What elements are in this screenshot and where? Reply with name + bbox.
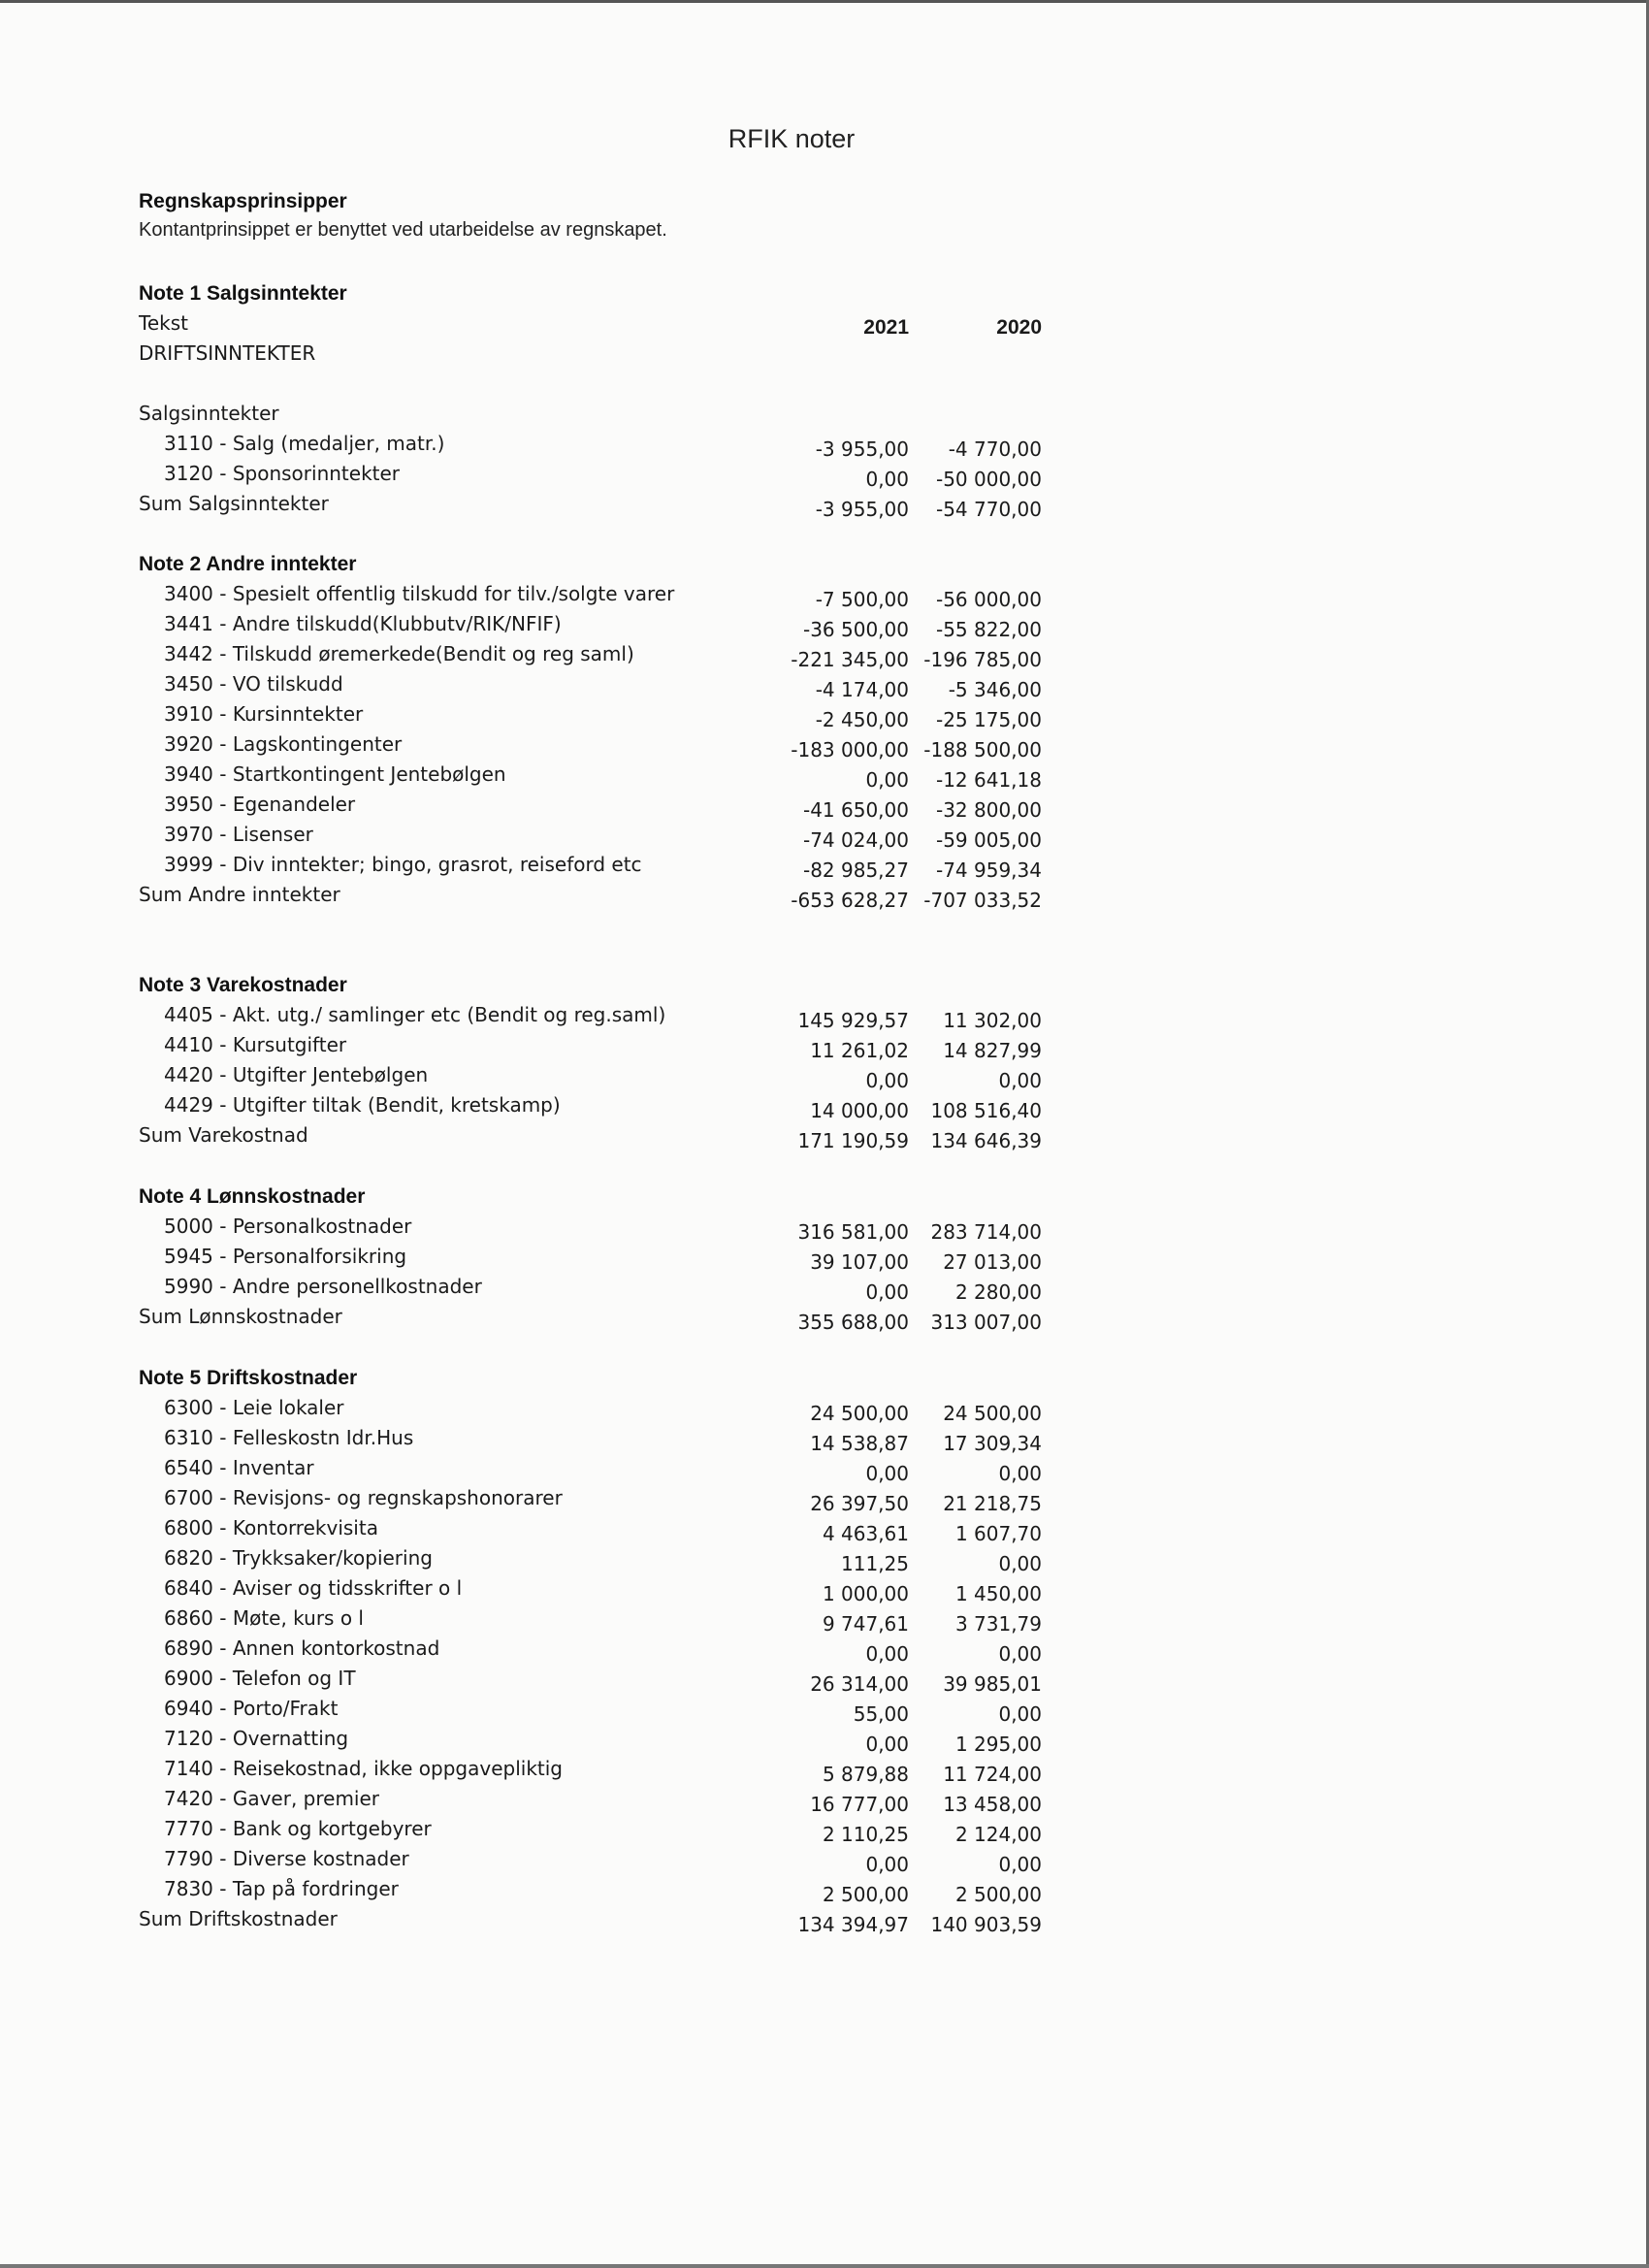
account-label: 7830 - Tap på fordringer	[164, 1877, 399, 1900]
salgsinntekter-group-label: Salgsinntekter	[139, 402, 279, 425]
table-row	[139, 1453, 1109, 1483]
value-2021: 111,25	[841, 1552, 909, 1575]
table-row	[139, 579, 1109, 609]
value-2021: -183 000,00	[791, 738, 909, 761]
table-row	[139, 1000, 1109, 1030]
account-label: 6890 - Annen kontorkostnad	[164, 1636, 440, 1660]
value-2021: 145 929,57	[797, 1009, 909, 1032]
note2-sum-row	[139, 880, 1109, 910]
note1-title: Note 1 Salgsinntekter	[139, 282, 347, 305]
account-label: 4410 - Kursutgifter	[164, 1033, 347, 1056]
table-row	[139, 639, 1109, 669]
principles-heading: Regnskapsprinsipper	[139, 190, 347, 212]
value-2021: 2 110,25	[822, 1823, 909, 1846]
account-label: 4429 - Utgifter tiltak (Bendit, kretskamp)	[164, 1093, 561, 1117]
sum-value-2020: 134 646,39	[930, 1129, 1042, 1152]
note2-section	[139, 549, 1109, 910]
note1-rows	[139, 429, 1109, 489]
account-label: 6700 - Revisjons- og regnskapshonorarer	[164, 1486, 563, 1509]
value-2020: 0,00	[998, 1642, 1042, 1666]
account-label: 5000 - Personalkostnader	[164, 1215, 412, 1238]
table-row	[139, 1090, 1109, 1120]
value-2021: 14 538,87	[810, 1432, 909, 1455]
column-header-2021: 2021	[863, 316, 909, 339]
value-2020: 3 731,79	[954, 1612, 1042, 1636]
table-row	[139, 790, 1109, 820]
account-label: 6860 - Møte, kurs o l	[164, 1606, 364, 1630]
value-2020: 0,00	[998, 1552, 1042, 1575]
value-2021: -82 985,27	[802, 859, 909, 882]
value-2021: 0,00	[865, 768, 909, 792]
account-label: 3400 - Spesielt offentlig tilskudd for tilv./solgte varer	[164, 582, 675, 605]
account-label: 3970 - Lisenser	[164, 823, 313, 846]
value-2021: 0,00	[865, 1733, 909, 1756]
sum-value-2021: -3 955,00	[815, 498, 909, 521]
table-row	[139, 850, 1109, 880]
table-row	[139, 1874, 1109, 1904]
account-label: 6310 - Felleskostn Idr.Hus	[164, 1426, 414, 1449]
value-2021: -4 174,00	[815, 678, 909, 701]
table-row	[139, 459, 1109, 489]
table-row	[139, 760, 1109, 790]
value-2021: 0,00	[865, 1280, 909, 1304]
account-label: 3950 - Egenandeler	[164, 793, 356, 816]
sum-value-2020: -54 770,00	[935, 498, 1042, 521]
value-2020: -55 822,00	[935, 618, 1042, 641]
sum-value-2021: -653 628,27	[791, 889, 909, 912]
value-2020: 0,00	[998, 1462, 1042, 1485]
value-2021: 16 777,00	[810, 1793, 909, 1816]
value-2021: -36 500,00	[802, 618, 909, 641]
account-label: 5990 - Andre personellkostnader	[164, 1275, 482, 1298]
table-row	[139, 820, 1109, 850]
table-row	[139, 429, 1109, 459]
value-2020: -196 785,00	[923, 648, 1042, 671]
sum-label: Sum Salgsinntekter	[139, 492, 329, 515]
value-2021: 4 463,61	[822, 1522, 909, 1545]
table-row	[139, 669, 1109, 699]
note4-title: Note 4 Lønnskostnader	[139, 1185, 366, 1208]
table-row	[139, 1060, 1109, 1090]
note5-title: Note 5 Driftskostnader	[139, 1367, 358, 1389]
note5-section	[139, 1363, 1109, 1934]
account-label: 3110 - Salg (medaljer, matr.)	[164, 432, 445, 455]
note1-section	[139, 278, 1109, 519]
table-row	[139, 1423, 1109, 1453]
scan-edge-top	[0, 0, 1649, 3]
value-2020: 1 607,70	[954, 1522, 1042, 1545]
table-row	[139, 1573, 1109, 1604]
value-2021: 39 107,00	[810, 1250, 909, 1274]
table-row	[139, 1242, 1109, 1272]
value-2020: 24 500,00	[943, 1402, 1042, 1425]
note4-sum-row	[139, 1302, 1109, 1332]
value-2020: 1 450,00	[954, 1582, 1042, 1605]
value-2020: 0,00	[998, 1702, 1042, 1726]
sum-value-2020: 140 903,59	[930, 1913, 1042, 1936]
value-2020: -4 770,00	[948, 437, 1042, 461]
table-row	[139, 1844, 1109, 1874]
value-2020: 108 516,40	[930, 1099, 1042, 1122]
account-label: 6800 - Kontorrekvisita	[164, 1516, 378, 1539]
table-row	[139, 1724, 1109, 1754]
value-2021: -3 955,00	[815, 437, 909, 461]
sum-value-2021: 134 394,97	[797, 1913, 909, 1936]
note1-sum-row	[139, 489, 1109, 519]
value-2020: -25 175,00	[935, 708, 1042, 731]
value-2021: -7 500,00	[815, 588, 909, 611]
value-2020: -50 000,00	[935, 468, 1042, 491]
value-2021: 5 879,88	[822, 1763, 909, 1786]
account-label: 3999 - Div inntekter; bingo, grasrot, reiseford etc	[164, 853, 642, 876]
table-row	[139, 1513, 1109, 1543]
value-2021: 0,00	[865, 1642, 909, 1666]
account-label: 5945 - Personalforsikring	[164, 1245, 407, 1268]
value-2021: 14 000,00	[810, 1099, 909, 1122]
value-2020: -32 800,00	[935, 798, 1042, 822]
note5-sum-row	[139, 1904, 1109, 1934]
account-label: 3450 - VO tilskudd	[164, 672, 343, 696]
note3-rows	[139, 1000, 1109, 1120]
value-2020: 2 500,00	[954, 1883, 1042, 1906]
account-label: 7790 - Diverse kostnader	[164, 1847, 409, 1870]
note3-sum-row	[139, 1120, 1109, 1150]
sum-value-2020: 313 007,00	[930, 1311, 1042, 1334]
table-row	[139, 1694, 1109, 1724]
value-2021: 0,00	[865, 1069, 909, 1092]
table-row	[139, 1272, 1109, 1302]
table-row	[139, 729, 1109, 760]
account-label: 3910 - Kursinntekter	[164, 702, 364, 726]
value-2020: 0,00	[998, 1069, 1042, 1092]
value-2020: 21 218,75	[943, 1492, 1042, 1515]
table-row	[139, 1030, 1109, 1060]
table-row	[139, 1634, 1109, 1664]
account-label: 4420 - Utgifter Jentebølgen	[164, 1063, 429, 1086]
value-2021: -41 650,00	[802, 798, 909, 822]
scan-edge-bottom	[0, 2264, 1649, 2268]
spacer	[139, 369, 1109, 399]
value-2020: -56 000,00	[935, 588, 1042, 611]
value-2021: 26 397,50	[810, 1492, 909, 1515]
sum-value-2020: -707 033,52	[923, 889, 1042, 912]
account-label: 7770 - Bank og kortgebyrer	[164, 1817, 432, 1840]
value-2020: -12 641,18	[935, 768, 1042, 792]
note3-title: Note 3 Varekostnader	[139, 974, 347, 996]
account-label: 7120 - Overnatting	[164, 1727, 349, 1750]
tekst-label: Tekst	[139, 311, 188, 335]
value-2021: -221 345,00	[791, 648, 909, 671]
value-2021: 9 747,61	[822, 1612, 909, 1636]
driftsinntekter-row	[139, 339, 1109, 369]
table-row	[139, 1483, 1109, 1513]
account-label: 7420 - Gaver, premier	[164, 1787, 380, 1810]
note4-section	[139, 1182, 1109, 1332]
account-label: 6900 - Telefon og IT	[164, 1667, 356, 1690]
value-2021: 2 500,00	[822, 1883, 909, 1906]
note4-rows	[139, 1212, 1109, 1302]
account-label: 3120 - Sponsorinntekter	[164, 462, 401, 485]
sum-value-2021: 171 190,59	[797, 1129, 909, 1152]
value-2020: 2 280,00	[954, 1280, 1042, 1304]
value-2020: 13 458,00	[943, 1793, 1042, 1816]
account-label: 3441 - Andre tilskudd(Klubbutv/RIK/NFIF)	[164, 612, 562, 635]
value-2021: 11 261,02	[810, 1039, 909, 1062]
account-label: 3920 - Lagskontingenter	[164, 732, 403, 756]
value-2020: 14 827,99	[943, 1039, 1042, 1062]
value-2020: 39 985,01	[943, 1672, 1042, 1696]
table-row	[139, 1814, 1109, 1844]
value-2021: -74 024,00	[802, 828, 909, 852]
sum-label: Sum Varekostnad	[139, 1123, 308, 1147]
note1-tekst-row	[139, 308, 1109, 339]
account-label: 3940 - Startkontingent Jentebølgen	[164, 762, 506, 786]
value-2020: 11 724,00	[943, 1763, 1042, 1786]
account-label: 4405 - Akt. utg./ samlinger etc (Bendit og reg.saml)	[164, 1003, 666, 1026]
account-label: 6840 - Aviser og tidsskrifter o l	[164, 1576, 463, 1600]
account-label: 6540 - Inventar	[164, 1456, 314, 1479]
value-2020: 11 302,00	[943, 1009, 1042, 1032]
value-2020: 17 309,34	[943, 1432, 1042, 1455]
page-title: RFIK noter	[728, 124, 856, 153]
note2-title: Note 2 Andre inntekter	[139, 553, 357, 575]
table-row	[139, 1754, 1109, 1784]
principles-text: Kontantprinsippet er benyttet ved utarbeidelse av regnskapet.	[139, 219, 667, 241]
sum-label: Sum Andre inntekter	[139, 883, 340, 906]
account-label: 7140 - Reisekostnad, ikke oppgavepliktig	[164, 1757, 563, 1780]
principles-section	[139, 190, 1109, 242]
table-row	[139, 1212, 1109, 1242]
value-2021: 0,00	[865, 1462, 909, 1485]
value-2021: 0,00	[865, 468, 909, 491]
table-row	[139, 609, 1109, 639]
value-2020: -74 959,34	[935, 859, 1042, 882]
sum-value-2021: 355 688,00	[797, 1311, 909, 1334]
value-2021: 316 581,00	[797, 1220, 909, 1244]
value-2021: -2 450,00	[815, 708, 909, 731]
note2-rows	[139, 579, 1109, 880]
table-row	[139, 1604, 1109, 1634]
value-2020: -188 500,00	[923, 738, 1042, 761]
value-2020: 1 295,00	[954, 1733, 1042, 1756]
value-2020: 0,00	[998, 1853, 1042, 1876]
value-2021: 24 500,00	[810, 1402, 909, 1425]
note3-section	[139, 970, 1109, 1150]
account-label: 3442 - Tilskudd øremerkede(Bendit og reg saml)	[164, 642, 634, 665]
account-label: 6300 - Leie lokaler	[164, 1396, 344, 1419]
note5-rows	[139, 1393, 1109, 1904]
salgsinntekter-group-row	[139, 399, 1109, 429]
value-2020: 283 714,00	[930, 1220, 1042, 1244]
table-row	[139, 1664, 1109, 1694]
value-2021: 26 314,00	[810, 1672, 909, 1696]
value-2020: -5 346,00	[948, 678, 1042, 701]
account-label: 6820 - Trykksaker/kopiering	[164, 1546, 433, 1570]
driftsinntekter-label: DRIFTSINNTEKTER	[139, 341, 316, 365]
sum-label: Sum Driftskostnader	[139, 1907, 338, 1930]
value-2021: 1 000,00	[822, 1582, 909, 1605]
value-2020: 2 124,00	[954, 1823, 1042, 1846]
table-row	[139, 1393, 1109, 1423]
column-header-2020: 2020	[996, 316, 1042, 339]
value-2021: 55,00	[853, 1702, 909, 1726]
table-row	[139, 1543, 1109, 1573]
value-2021: 0,00	[865, 1853, 909, 1876]
table-row	[139, 1784, 1109, 1814]
value-2020: 27 013,00	[943, 1250, 1042, 1274]
account-label: 6940 - Porto/Frakt	[164, 1697, 339, 1720]
value-2020: -59 005,00	[935, 828, 1042, 852]
table-row	[139, 699, 1109, 729]
sum-label: Sum Lønnskostnader	[139, 1305, 342, 1328]
